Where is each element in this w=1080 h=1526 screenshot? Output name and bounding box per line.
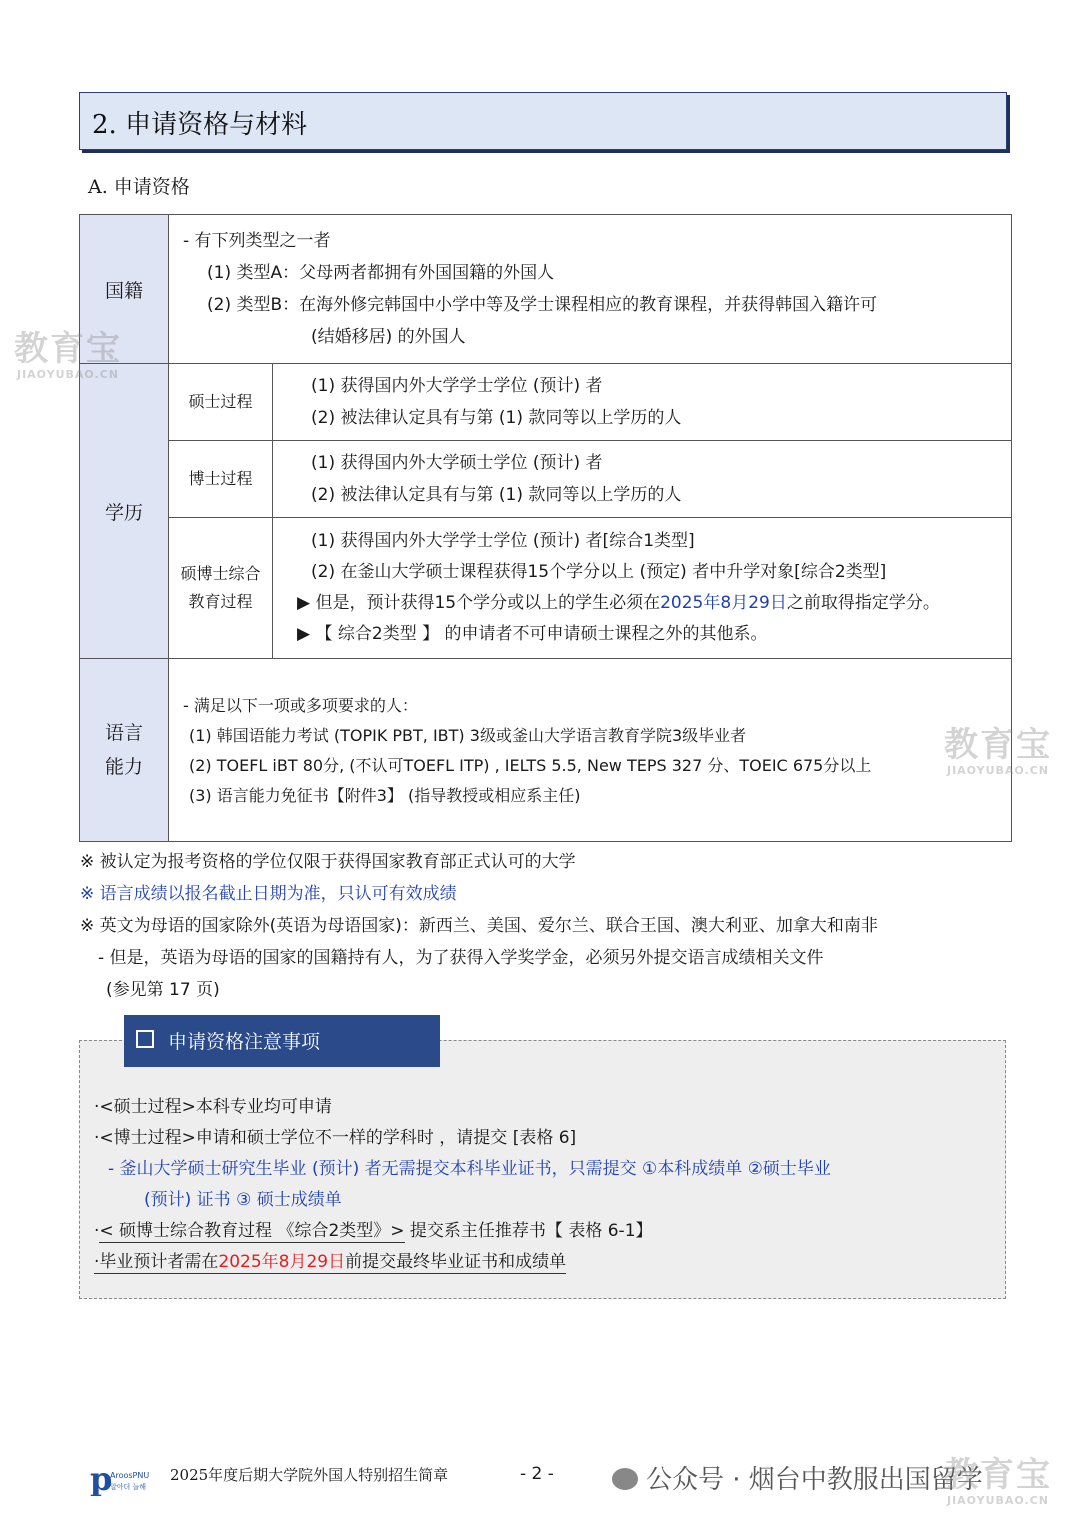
- notice-item: [94, 1216, 831, 1247]
- notice-tab: [124, 1015, 440, 1067]
- watermark-big: 教育宝: [944, 1455, 1052, 1495]
- watermark-big: 教育宝: [944, 725, 1052, 765]
- svg-text:p: p: [90, 1462, 113, 1496]
- table-row-doctoral: [80, 441, 1012, 518]
- nationality-line: (2) 类型B：在海外修完韩国中小学中等及学士课程相应的教育课程，并获得韩国入籍许可: [207, 295, 878, 315]
- notice-item: (预计) 证书 ③ 硕士成绩单: [144, 1190, 342, 1210]
- language-content: [169, 659, 1012, 842]
- notice-item6: [94, 1252, 566, 1274]
- subcategory-integrated: [169, 518, 273, 659]
- note-5: (参见第 17 页): [106, 980, 220, 1000]
- watermark: [14, 330, 122, 381]
- watermark-small: JIAOYUBAO.CN: [946, 1494, 1050, 1507]
- table-row-masters: [80, 364, 1012, 441]
- subsection-title: A. 申请资格: [88, 176, 190, 198]
- bullet: ·: [94, 1221, 100, 1241]
- notice-title: 申请资格注意事项: [168, 1031, 321, 1053]
- notice-item: ·<硕士过程>本科专业均可申请: [94, 1097, 332, 1117]
- notice-item5-post: 提交系主任推荐书【 表格 6-1】: [404, 1221, 653, 1241]
- doctoral-content: [273, 441, 1012, 518]
- integrated-line: ▶ 【 综合2类型 】 的申请者不可申请硕士课程之外的其他系。: [297, 624, 768, 644]
- doctoral-line: (2) 被法律认定具有与第 (1) 款同等以上学历的人: [311, 485, 682, 505]
- wechat-caption: [612, 1459, 983, 1496]
- language-line: (1) 韩国语能力考试 (TOPIK PBT, IBT) 3级或釜山大学语言教育学院3级毕业者: [189, 726, 747, 745]
- notice-item6-post: 前提交最终毕业证书和成绩单: [345, 1252, 567, 1272]
- table-row-language: [80, 659, 1012, 842]
- nationality-line: - 有下列类型之一者: [183, 231, 331, 251]
- category-language-line1: 语言: [104, 722, 143, 744]
- notes: [80, 846, 878, 1006]
- deadline-date-red: 2025年8月29日: [218, 1252, 346, 1272]
- watermark: [944, 726, 1052, 777]
- logo-subtext: 알아더 늘해: [110, 1483, 147, 1491]
- nationality-line: (1) 类型A：父母两者都拥有外国国籍的外国人: [207, 263, 555, 283]
- section-title: 2. 申请资格与材料: [92, 110, 308, 140]
- language-line: - 满足以下一项或多项要求的人：: [183, 696, 418, 715]
- deadline-date: 2025年8月29日: [660, 593, 787, 613]
- notice-item: ·<博士过程>申请和硕士学位不一样的学科时 ，请提交 [表格 6]: [94, 1128, 577, 1148]
- table-row-integrated: [80, 518, 1012, 659]
- watermark-big: 教育宝: [14, 329, 122, 369]
- integrated-type2-label: < 硕博士综合教育过程 《综合2类型》>: [99, 1221, 405, 1241]
- category-language-line2: 能力: [104, 756, 143, 778]
- language-line: (3) 语言能力免征书【附件3】 (指导教授或相应系主任): [189, 786, 581, 805]
- category-nationality: 国籍: [80, 215, 169, 364]
- footer-title: 2025年度后期大学院外国人特别招生简章: [170, 1466, 449, 1484]
- masters-content: [273, 364, 1012, 441]
- subcategory-doctoral: 博士过程: [169, 441, 273, 518]
- masters-line: (1) 获得国内外大学学士学位 (预计) 者: [311, 376, 603, 396]
- watermark-small: JIAOYUBAO.CN: [946, 764, 1050, 777]
- table-row-nationality: [80, 215, 1012, 364]
- note-3: ※ 英文为母语的国家除外(英语为母语国家)：新西兰、美国、爱尔兰、联合王国、澳大利亚、加拿大和南非: [80, 916, 878, 936]
- integrated-line3-pre: ▶ 但是，预计获得15个学分或以上的学生必须在: [297, 593, 661, 613]
- checkbox-square-icon: [136, 1030, 154, 1048]
- integrated-content: [273, 518, 1012, 659]
- subcategory-integrated-line1: 硕博士综合: [180, 564, 261, 583]
- watermark-small: JIAOYUBAO.CN: [16, 368, 120, 381]
- nationality-line: (结婚移居) 的外国人: [311, 327, 466, 347]
- language-line: (2) TOEFL iBT 80分, (不认可TOEFL ITP) , IELTS 5.5, New TEPS 327 分、TOEIC 675分以上: [189, 756, 872, 775]
- integrated-line: [287, 588, 999, 619]
- note-4: - 但是，英语为母语的国家的国籍持有人，为了获得入学奖学金，必须另外提交语言成绩相关文件: [98, 948, 824, 968]
- logo-text: AroosPNU: [110, 1471, 150, 1480]
- subcategory-masters: 硕士过程: [169, 364, 273, 441]
- doctoral-line: (1) 获得国内外大学硕士学位 (预计) 者: [311, 453, 603, 473]
- notice-item: [94, 1247, 831, 1278]
- category-language: [80, 659, 169, 842]
- pnu-logo: [90, 1462, 160, 1500]
- nationality-content: [169, 215, 1012, 364]
- masters-line: (2) 被法律认定具有与第 (1) 款同等以上学历的人: [311, 408, 682, 428]
- note-1: ※ 被认定为报考资格的学位仅限于获得国家教育部正式认可的大学: [80, 852, 576, 872]
- integrated-line: (1) 获得国内外大学学士学位 (预计) 者[综合1类型]: [311, 531, 695, 551]
- notice-items: [94, 1092, 831, 1278]
- category-education: 学历: [80, 364, 169, 659]
- watermark: [944, 1456, 1052, 1507]
- integrated-line3-post: 之前取得指定学分。: [786, 593, 940, 613]
- subcategory-integrated-line2: 教育过程: [188, 592, 253, 611]
- wechat-text: 公众号 · 烟台中教服出国留学: [646, 1465, 983, 1495]
- integrated-line: (2) 在釜山大学硕士课程获得15个学分以上 (预定) 者中升学对象[综合2类型]: [311, 562, 887, 582]
- note-2: ※ 语言成绩以报名截止日期为准，只认可有效成绩: [80, 884, 457, 904]
- notice-item6-pre: ·毕业预计者需在: [94, 1252, 219, 1272]
- section-header: [79, 92, 1007, 150]
- notice-item: - 釜山大学硕士研究生毕业 (预计) 者无需提交本科毕业证书，只需提交 ①本科成绩单 ②硕士毕业: [108, 1159, 831, 1179]
- page-number: - 2 -: [520, 1464, 554, 1484]
- wechat-icon: [612, 1468, 638, 1490]
- requirements-table: [79, 214, 1012, 842]
